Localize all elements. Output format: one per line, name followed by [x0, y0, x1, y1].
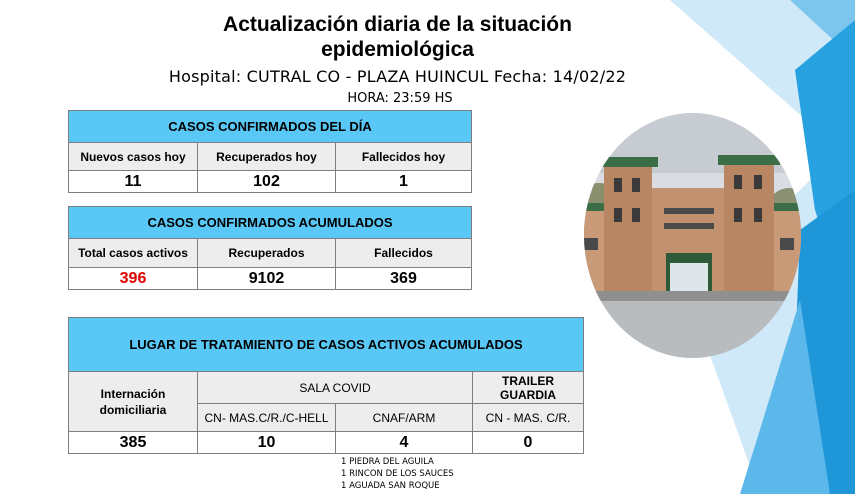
group-trailer-guardia: TRAILER GUARDIA — [473, 372, 584, 404]
col-home-hospitalization: Internación domiciliaria — [69, 372, 198, 432]
value-deceased: 369 — [336, 268, 472, 290]
value-total-active: 396 — [69, 268, 198, 290]
value-deceased-today: 1 — [336, 171, 472, 193]
location-notes — [341, 456, 454, 492]
col-cnaf-arm: CNAF/ARM — [336, 404, 473, 432]
col-recovered-today: Recuperados hoy — [198, 143, 336, 171]
value-new-cases-today: 11 — [69, 171, 198, 193]
value-cn-mas-cr-chell: 10 — [198, 432, 336, 454]
hospital-building-illustration — [584, 113, 801, 358]
page-title — [100, 12, 695, 62]
daily-cases-title: CASOS CONFIRMADOS DEL DÍA — [69, 111, 472, 143]
value-recovered-today: 102 — [198, 171, 336, 193]
col-recovered: Recuperados — [198, 239, 336, 268]
daily-cases-table — [68, 110, 472, 193]
hospital-photo — [584, 113, 801, 358]
note-item: 1 RINCON DE LOS SAUCES — [341, 469, 454, 479]
col-total-active: Total casos activos — [69, 239, 198, 268]
treatment-location-table — [68, 317, 584, 454]
treatment-location-title: LUGAR DE TRATAMIENTO DE CASOS ACTIVOS ACUMULADOS — [69, 318, 584, 372]
note-item: 1 AGUADA SAN ROQUE — [341, 481, 440, 491]
title-line-2: epidemiológica — [321, 38, 474, 61]
col-cn-mas-cr: CN - MAS. C/R. — [473, 404, 584, 432]
col-new-cases-today: Nuevos casos hoy — [69, 143, 198, 171]
group-sala-covid: SALA COVID — [198, 372, 473, 404]
note-item: 1 PIEDRA DEL AGUILA — [341, 457, 434, 467]
col-deceased: Fallecidos — [336, 239, 472, 268]
value-cnaf-arm: 4 — [336, 432, 473, 454]
value-recovered: 9102 — [198, 268, 336, 290]
title-line-1: Actualización diaria de la situación — [223, 13, 572, 36]
value-cn-mas-cr: 0 — [473, 432, 584, 454]
col-deceased-today: Fallecidos hoy — [336, 143, 472, 171]
value-home-hospitalization: 385 — [69, 432, 198, 454]
accumulated-cases-table — [68, 206, 472, 290]
time-line: HORA: 23:59 HS — [347, 91, 453, 106]
accumulated-cases-title: CASOS CONFIRMADOS ACUMULADOS — [69, 207, 472, 239]
col-cn-mas-cr-chell: CN- MAS.C/R./C-HELL — [198, 404, 336, 432]
hospital-date-line: Hospital: CUTRAL CO - PLAZA HUINCUL Fecha: 14/02/22 — [168, 67, 627, 86]
